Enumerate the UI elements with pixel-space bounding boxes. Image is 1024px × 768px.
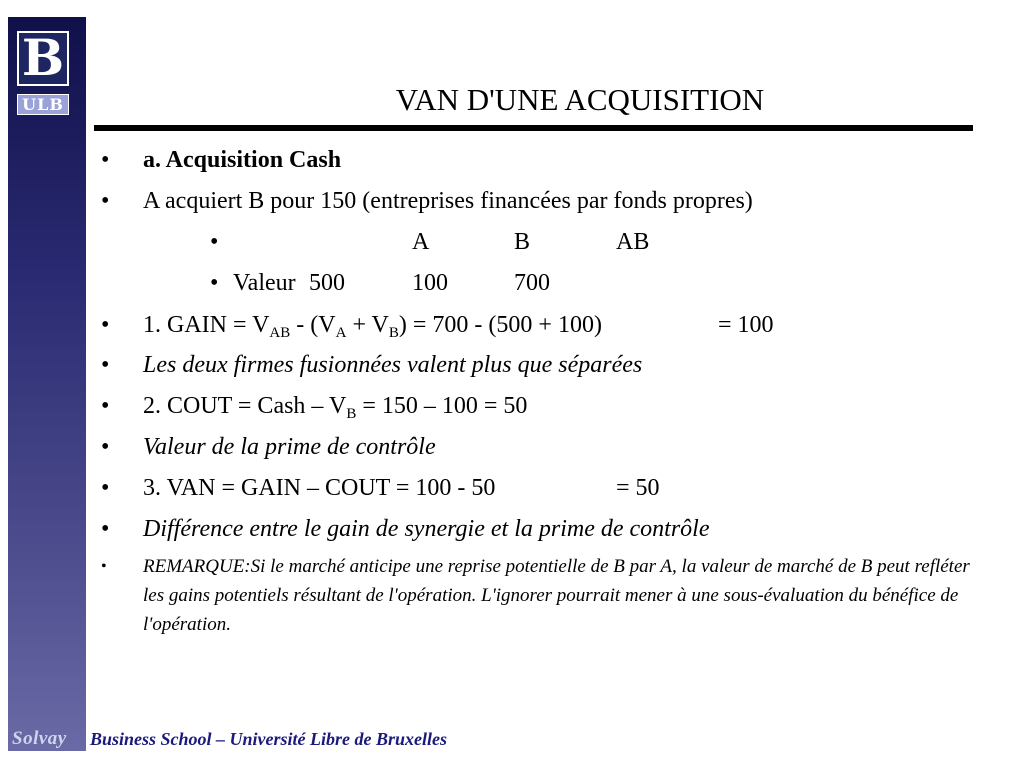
bullet-dot: • xyxy=(210,270,219,296)
bullet-dot: • xyxy=(101,352,110,378)
bullet-dot: • xyxy=(101,558,107,575)
bullet-dot: • xyxy=(101,393,110,419)
title-underline xyxy=(94,125,973,131)
table-value-row xyxy=(0,267,1024,299)
bullet-item-van xyxy=(0,472,1024,504)
remark-text: REMARQUE:Si le marché anticipe une reprise potentielle de B par A, la valeur de marché de B peut refléter les gains potentiels résultant de l'opération. L'ignorer pourrait mener à une sous-évaluation du bénéfice de l'opération. xyxy=(143,556,970,635)
table-header-cell: A xyxy=(412,229,430,255)
bullet-item xyxy=(0,513,1024,545)
table-header-row xyxy=(0,226,1024,258)
bullet-text: A acquiert B pour 150 (entreprises financées par fonds propres) xyxy=(143,188,753,214)
table-cell: 100 xyxy=(412,270,448,296)
slide-title: VAN D'UNE ACQUISITION xyxy=(395,82,765,117)
table-header-cell: AB xyxy=(616,229,650,255)
bullet-dot: • xyxy=(101,312,110,338)
table-cell: 700 xyxy=(514,270,550,296)
bullet-text: Les deux firmes fusionnées valent plus que séparées xyxy=(143,352,643,378)
van-result: = 50 xyxy=(616,475,660,501)
bullet-text: Valeur de la prime de contrôle xyxy=(143,434,436,460)
bullet-item xyxy=(0,185,1024,217)
gain-result: = 100 xyxy=(718,312,774,338)
footer-solvay: Solvay xyxy=(12,728,67,749)
bullet-text: a. Acquisition Cash xyxy=(143,147,342,173)
bullet-item xyxy=(0,144,1024,176)
table-row-label: Valeur xyxy=(233,270,296,296)
bullet-item-cout xyxy=(0,390,1024,422)
bullet-text: Différence entre le gain de synergie et la prime de contrôle xyxy=(143,516,710,542)
ulb-logo-abbr: ULB xyxy=(17,94,69,115)
bullet-dot: • xyxy=(101,147,110,173)
bullet-dot: • xyxy=(101,434,110,460)
bullet-dot: • xyxy=(101,516,110,542)
footer-school: Business School – Université Libre de Bruxelles xyxy=(90,729,448,749)
table-cell: 500 xyxy=(309,270,345,296)
bullet-item xyxy=(0,349,1024,381)
bullet-item xyxy=(0,431,1024,463)
table-header-cell: B xyxy=(514,229,531,255)
bullet-dot: • xyxy=(210,229,219,255)
gain-formula: 1. GAIN = $V_{AB} - (V_A + V_B) = 700 - (500 + 100)$ xyxy=(143,312,602,341)
bullet-dot: • xyxy=(101,475,110,501)
sidebar-band xyxy=(8,17,86,751)
van-formula: 3. VAN = GAIN – COUT = 100 - 50 xyxy=(143,475,496,501)
ulb-logo-letter: B xyxy=(17,31,69,86)
bullet-dot: • xyxy=(101,188,110,214)
bullet-item-gain xyxy=(0,309,1024,341)
cout-formula: 2. COUT = Cash – $V_B = 150 - 100 = 50$ xyxy=(143,393,528,422)
